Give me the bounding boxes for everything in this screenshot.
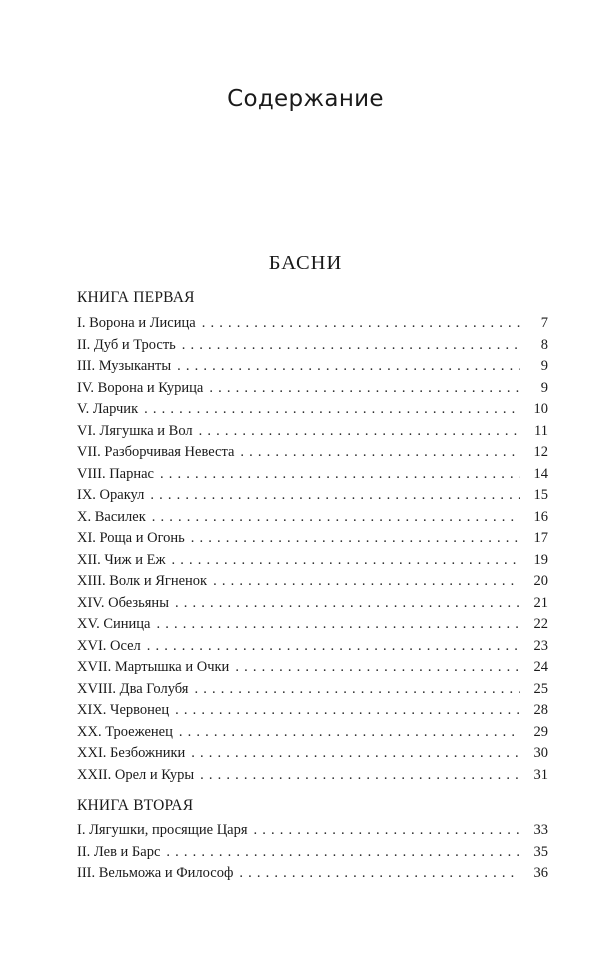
toc-entry-page: 11: [534, 422, 548, 439]
toc-entry-title: II. Лев и Барс: [77, 842, 166, 864]
dot-leader: [160, 464, 520, 486]
toc-entry[interactable]: [77, 765, 548, 787]
toc-entry-page: 14: [533, 465, 548, 482]
toc-entry-page: 29: [533, 723, 548, 740]
toc-entry[interactable]: [77, 335, 548, 357]
toc-entry-title: XX. Троеженец: [77, 722, 179, 744]
toc-entry-page: 8: [540, 336, 548, 353]
toc-entry[interactable]: [77, 442, 548, 464]
toc-entry-page: 9: [540, 379, 548, 396]
toc-entry[interactable]: [77, 378, 548, 400]
toc-entry[interactable]: [77, 485, 548, 507]
toc-entry-title: VI. Лягушка и Вол: [77, 421, 199, 443]
toc-entry-page: 24: [533, 659, 548, 675]
dot-leader: [209, 378, 520, 400]
toc-entry[interactable]: [77, 528, 548, 550]
toc-entry-page: 25: [533, 680, 548, 697]
toc-entry[interactable]: [77, 614, 548, 636]
toc-entry-title: VII. Разборчивая Невеста: [77, 442, 240, 464]
toc-entry-page: 33: [533, 822, 548, 838]
toc-list-book-2: [77, 820, 548, 885]
toc-entry-title: XIV. Обезьяны: [77, 593, 175, 615]
toc-entry[interactable]: [77, 571, 548, 593]
toc-entry-title: III. Музыканты: [77, 356, 177, 378]
dot-leader: [152, 507, 520, 529]
toc-entry[interactable]: [77, 421, 548, 443]
toc-entry[interactable]: [77, 820, 548, 842]
toc-entry[interactable]: [77, 743, 548, 765]
toc-entry-title: XVIII. Два Голубя: [77, 679, 194, 701]
toc-entry-page: 28: [533, 702, 548, 718]
dot-leader: [239, 863, 520, 885]
dot-leader: [240, 442, 520, 464]
toc-entry[interactable]: [77, 550, 548, 572]
toc-entry[interactable]: [77, 507, 548, 529]
toc-entry-title: XII. Чиж и Еж: [77, 550, 171, 572]
toc-entry-title: XVII. Мартышка и Очки: [77, 657, 235, 679]
dot-leader: [194, 679, 520, 701]
dot-leader: [202, 313, 520, 335]
toc-entry[interactable]: [77, 657, 548, 679]
toc-entry-title: I. Ворона и Лисица: [77, 313, 202, 335]
toc-entry-title: XIII. Волк и Ягненок: [77, 571, 213, 593]
toc-entry[interactable]: [77, 636, 548, 658]
toc-entry[interactable]: [77, 356, 548, 378]
toc-entry-title: I. Лягушки, просящие Царя: [77, 820, 254, 842]
toc-entry-page: 31: [533, 766, 548, 783]
dot-leader: [179, 722, 520, 744]
book-heading-first: КНИГА ПЕРВАЯ: [77, 289, 195, 306]
toc-entry-title: V. Ларчик: [77, 399, 144, 421]
dot-leader: [171, 550, 520, 572]
toc-entry-title: XXI. Безбожники: [77, 743, 191, 765]
toc-entry-title: XXII. Орел и Куры: [77, 765, 200, 787]
dot-leader: [182, 335, 520, 357]
dot-leader: [177, 356, 520, 378]
toc-list-book-1: [77, 313, 548, 786]
toc-entry[interactable]: [77, 399, 548, 421]
toc-entry[interactable]: [77, 679, 548, 701]
toc-entry[interactable]: [77, 464, 548, 486]
toc-entry-title: III. Вельможа и Философ: [77, 863, 239, 885]
dot-leader: [213, 571, 520, 593]
toc-entry[interactable]: [77, 842, 548, 864]
toc-entry-title: II. Дуб и Трость: [77, 335, 182, 357]
toc-entry-title: VIII. Парнас: [77, 464, 160, 486]
page-title: Содержание: [227, 86, 384, 112]
dot-leader: [147, 636, 520, 658]
toc-entry-page: 7: [540, 315, 548, 331]
part-title: БАСНИ: [268, 252, 343, 274]
toc-entry-title: XI. Роща и Огонь: [77, 528, 191, 550]
toc-entry-title: XVI. Осел: [77, 636, 147, 658]
toc-entry[interactable]: [77, 700, 548, 722]
toc-entry-page: 20: [533, 573, 548, 589]
toc-entry-page: 17: [533, 530, 548, 546]
book-heading-second: КНИГА ВТОРАЯ: [77, 797, 194, 814]
toc-entry-page: 30: [533, 745, 548, 761]
toc-entry-page: 23: [533, 637, 548, 654]
toc-entry[interactable]: [77, 722, 548, 744]
toc-entry-page: 15: [533, 487, 548, 503]
dot-leader: [254, 820, 520, 842]
toc-entry-title: XV. Синица: [77, 614, 156, 636]
toc-entry-title: IX. Оракул: [77, 485, 150, 507]
toc-entry-page: 35: [533, 843, 548, 860]
toc-entry-page: 21: [533, 594, 548, 611]
toc-entry-page: 16: [533, 508, 548, 525]
toc-entry-title: X. Василек: [77, 507, 152, 529]
dot-leader: [144, 399, 520, 421]
dot-leader: [199, 421, 520, 443]
dot-leader: [150, 485, 520, 507]
toc-entry-page: 36: [533, 865, 548, 881]
dot-leader: [156, 614, 520, 636]
toc-entry-page: 19: [533, 551, 548, 568]
dot-leader: [175, 593, 520, 615]
dot-leader: [200, 765, 520, 787]
dot-leader: [191, 528, 520, 550]
toc-entry-page: 22: [533, 616, 548, 632]
toc-entry-page: 9: [540, 358, 548, 374]
toc-entry[interactable]: [77, 593, 548, 615]
toc-entry-title: IV. Ворона и Курица: [77, 378, 209, 400]
toc-entry-page: 12: [533, 444, 548, 460]
toc-entry-page: 10: [533, 401, 548, 417]
dot-leader: [235, 657, 520, 679]
toc-entry-title: XIX. Червонец: [77, 700, 175, 722]
dot-leader: [191, 743, 520, 765]
dot-leader: [175, 700, 520, 722]
toc-entry[interactable]: [77, 313, 548, 335]
dot-leader: [166, 842, 520, 864]
toc-entry[interactable]: [77, 863, 548, 885]
